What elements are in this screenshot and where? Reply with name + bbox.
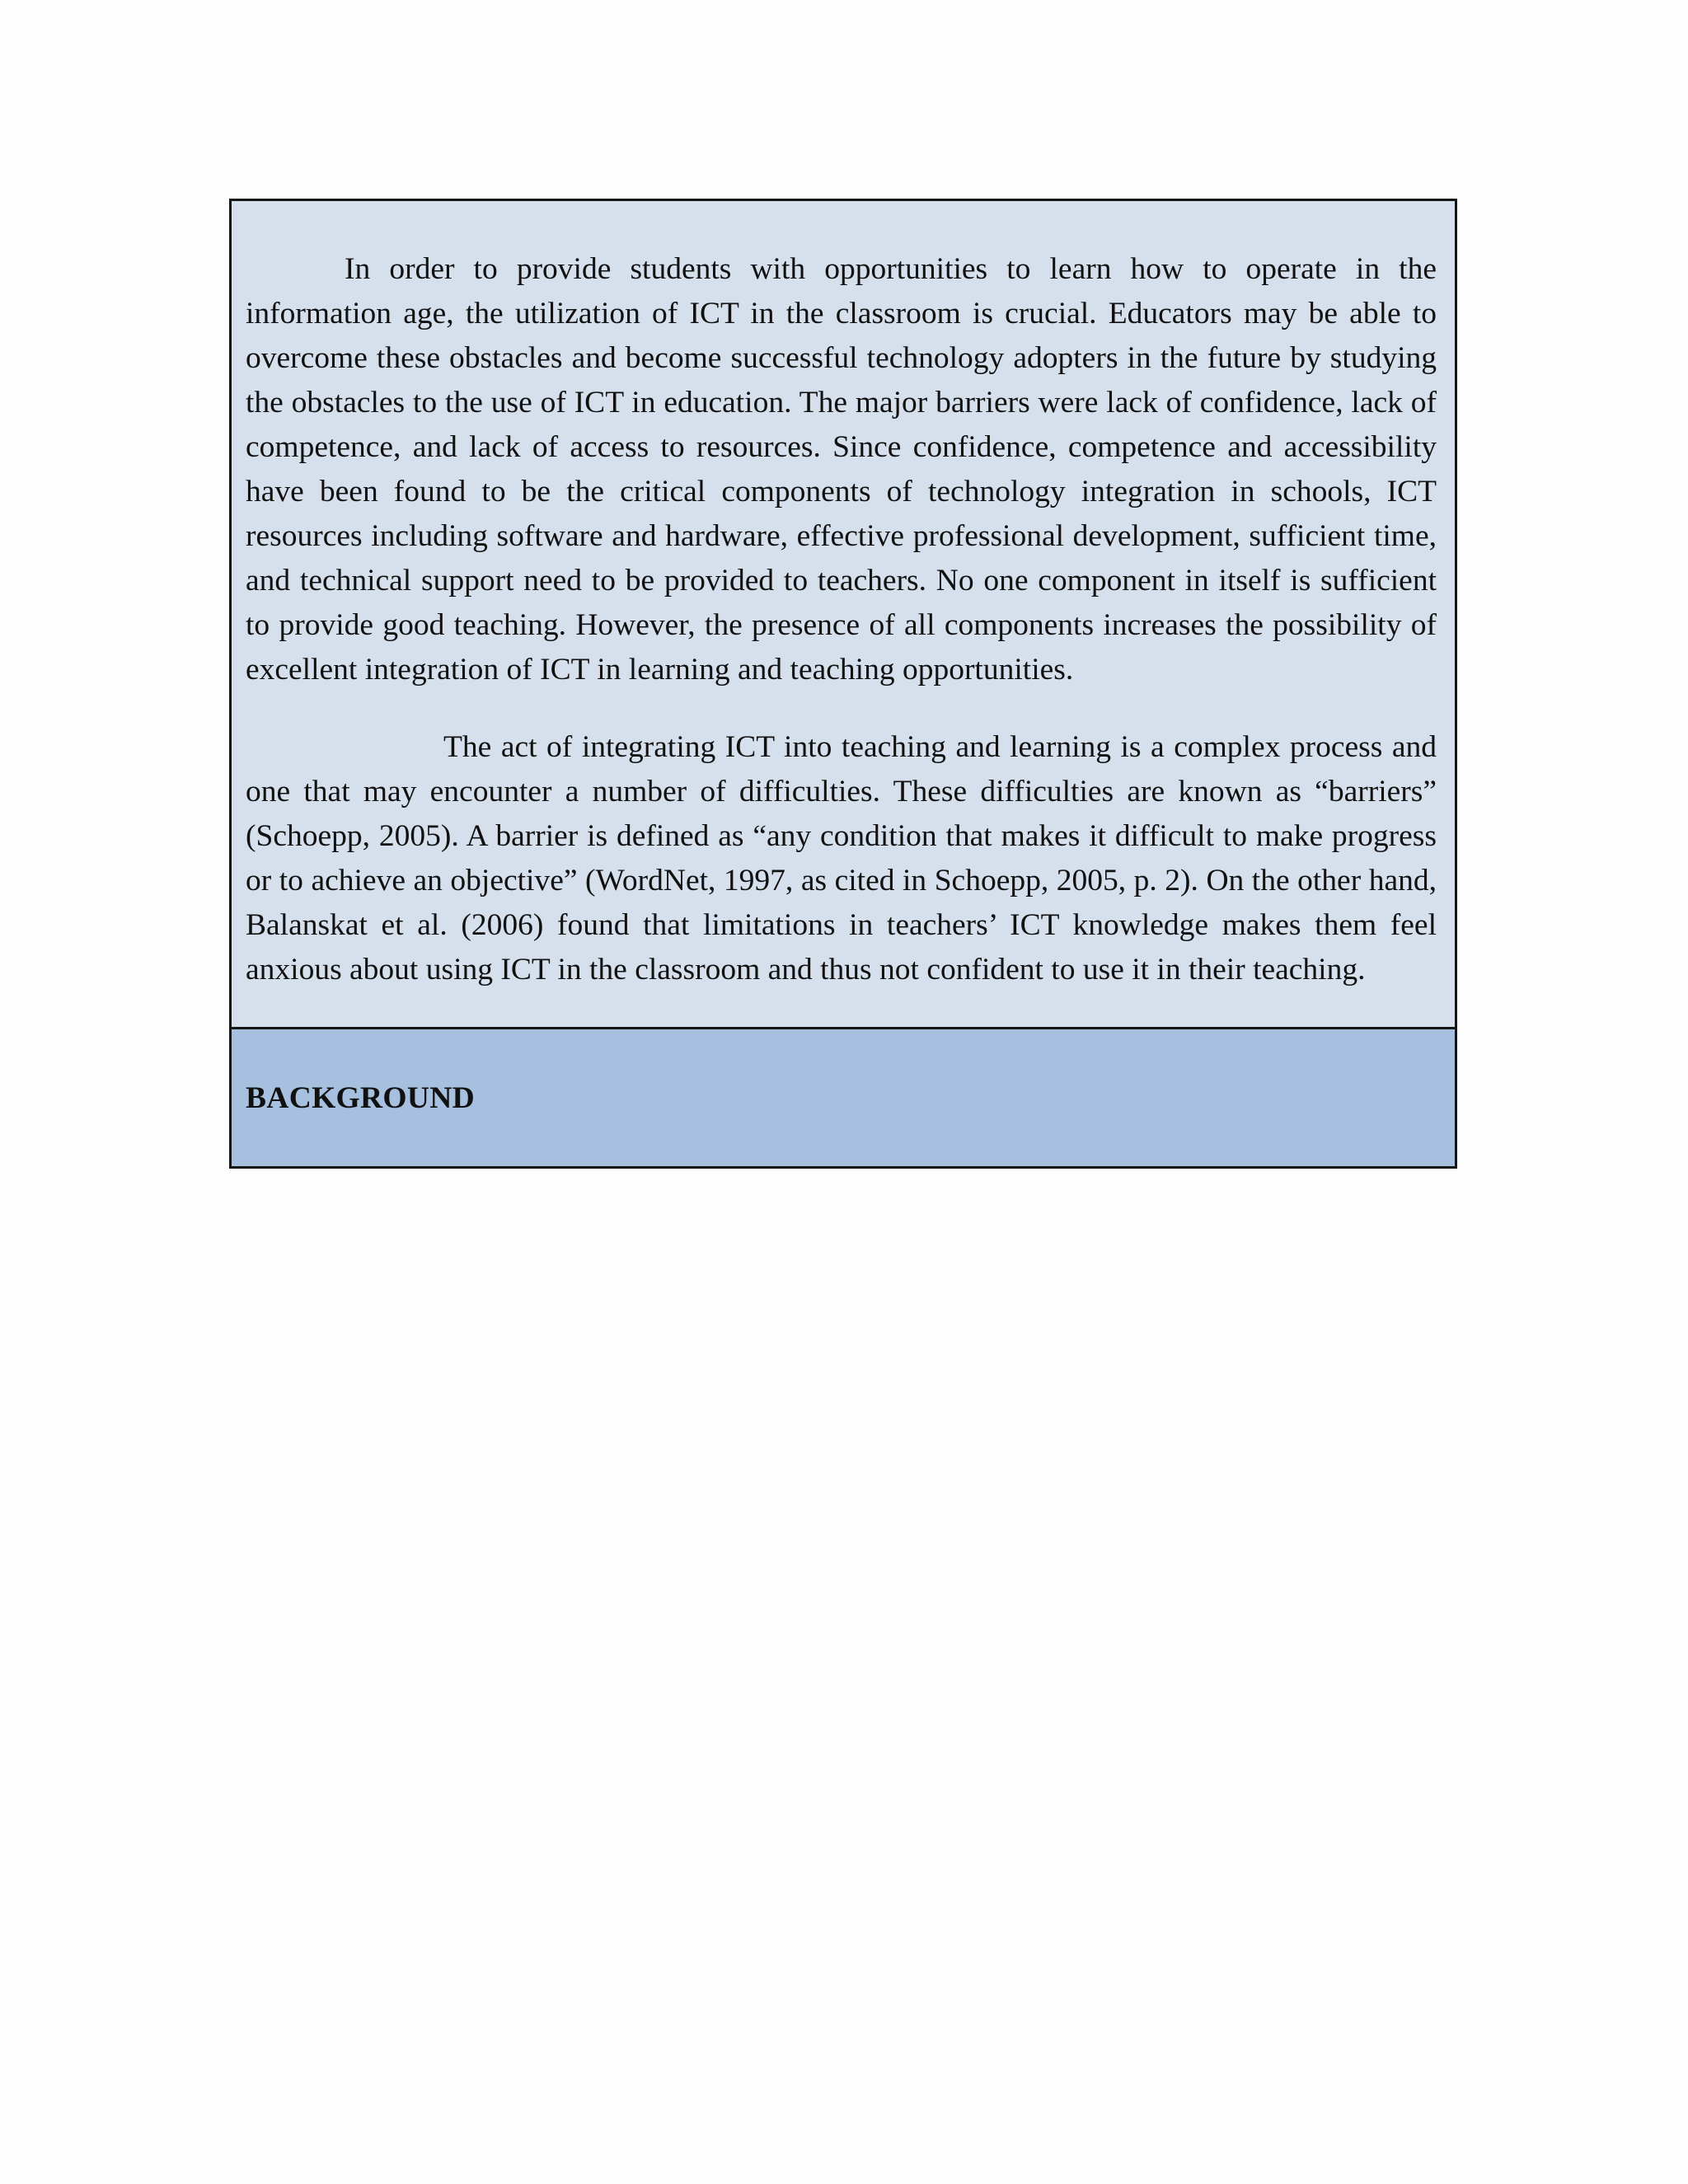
paragraph-2: The act of integrating ICT into teaching and learning is a complex process and one that may encounter a number of difficulties. These difficulties are known as “barriers” (Schoepp, 2005). A barrier is defined as “any condition that makes it difficult to make progress or to achieve an objective” (WordNet, 1997, as cited in Schoepp, 2005, p. 2). On the other hand, Balanskat et al. (2006) found that limitations in teachers’ ICT knowledge makes them feel anxious about using ICT in the classroom and thus not confident to use it in their teaching. [246,730,1437,987]
paragraph-1: In order to provide students with opportunities to learn how to operate in the information age, the utilization of ICT in the classroom is crucial. Educators may be able to overcome these obstacles and become successful technology adopters in the future by studying the obstacles to the use of ICT in education. The major barriers were lack of confidence, lack of competence, and lack of access to resources. Since confidence, competence and accessibility have been found to be the critical components of technology integration in schools, ICT resources including software and hardware, effective professional development, sufficient time, and technical support need to be provided to teachers. No one component in itself is sufficient to provide good teaching. However, the presence of all components increases the possibility of excellent integration of ICT in learning and teaching opportunities. [246,252,1437,687]
heading-cell [232,1029,1455,1166]
section-heading: BACKGROUND [246,1080,476,1115]
content-cell [232,201,1455,1029]
text-box [229,199,1457,1169]
